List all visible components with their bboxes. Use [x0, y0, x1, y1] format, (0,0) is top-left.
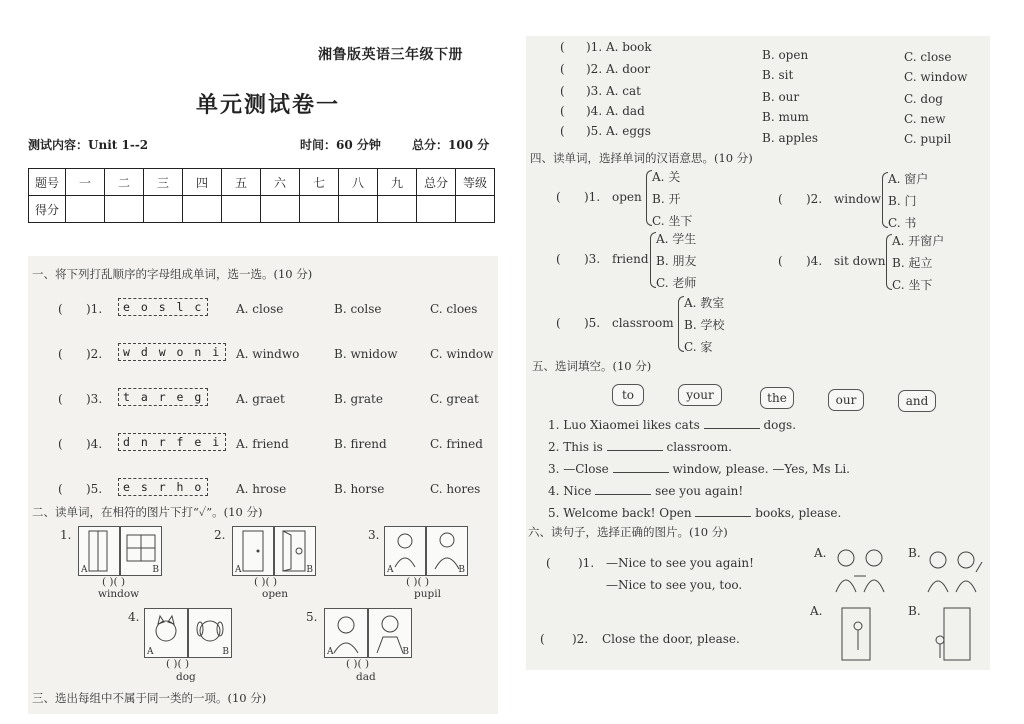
open-door-child-icon [930, 606, 974, 662]
option-a[interactable]: A. 关 [652, 170, 681, 184]
target-word: sit down [834, 254, 886, 268]
option-b[interactable]: B. our [762, 90, 800, 104]
textbook-series: 湘鲁版英语三年级下册 [318, 47, 463, 63]
score-input-cell[interactable] [456, 196, 495, 223]
answer-bracket[interactable]: ( [560, 84, 565, 98]
sentence-after: dogs. [763, 418, 797, 432]
score-input-cell[interactable] [300, 196, 339, 223]
answer-bracket[interactable]: ( [556, 316, 561, 330]
table-cell: 一 [66, 169, 105, 196]
sentence-before: Nice [563, 484, 592, 498]
option-b[interactable]: B. mum [762, 110, 809, 124]
option-a[interactable]: )3. A. cat [586, 84, 641, 98]
option-a[interactable]: )5. A. eggs [586, 124, 651, 138]
option-b[interactable]: B. apples [762, 131, 819, 145]
option-c[interactable]: C. great [430, 392, 479, 406]
question-number: 1. [60, 528, 72, 542]
test-content [28, 136, 148, 153]
answer-marks[interactable]: ( )( ) [166, 658, 190, 670]
fill-sentence [548, 418, 796, 432]
option-c[interactable]: C. close [904, 50, 952, 64]
question-number: )5. [86, 482, 103, 496]
question-number: 5. [548, 506, 560, 520]
sentence-after: classroom. [666, 440, 732, 454]
question-number: )4. [86, 437, 103, 451]
teacher-picture[interactable] [426, 526, 468, 576]
option-b[interactable]: B. 开 [652, 192, 681, 206]
sentence-before: Luo Xiaomei likes cats [563, 418, 700, 432]
picture-label-a: A [387, 565, 394, 575]
option-c[interactable]: C. 坐下 [892, 278, 933, 292]
door-with-child-icon [838, 606, 878, 662]
answer-bracket[interactable]: ( [560, 40, 565, 54]
question-number: 3. [548, 462, 560, 476]
table-cell: 四 [183, 169, 222, 196]
answer-bracket[interactable]: ( [58, 482, 63, 496]
answer-bracket[interactable]: ( [58, 437, 63, 451]
scrambled-letters: d n r f e i [118, 433, 226, 451]
picture-label-a: A. [810, 604, 823, 618]
answer-bracket[interactable]: ( [58, 302, 63, 316]
target-word: window [98, 588, 140, 600]
child-picture[interactable] [384, 526, 426, 576]
table-cell: 三 [144, 169, 183, 196]
answer-bracket[interactable]: ( [560, 104, 565, 118]
door-picture-a[interactable] [838, 606, 878, 662]
option-c[interactable]: C. 家 [684, 340, 713, 354]
target-word: dad [356, 671, 376, 683]
question-number: 1. [548, 418, 560, 432]
option-c[interactable]: C. hores [430, 482, 481, 496]
answer-bracket[interactable]: ( [540, 632, 545, 646]
answer-bracket[interactable]: ( [560, 62, 565, 76]
closed-door-picture[interactable] [232, 526, 274, 576]
option-a[interactable]: A. 学生 [656, 232, 697, 246]
picture-label-b: B. [908, 604, 921, 618]
page-title: 单元测试卷一 [196, 92, 341, 118]
section-1-title: 一、将下列打乱顺序的字母组成单词，选一选。(10 分) [32, 267, 313, 281]
question-number: )2. [806, 192, 823, 206]
target-word: window [834, 192, 882, 206]
score-input-cell[interactable] [144, 196, 183, 223]
question-number: )4. [806, 254, 823, 268]
answer-marks[interactable]: ( )( ) [254, 576, 278, 588]
fill-sentence [548, 506, 841, 520]
dad-picture[interactable] [368, 608, 412, 658]
option-b[interactable]: B. 朋友 [656, 254, 697, 268]
answer-blank[interactable] [613, 472, 669, 473]
option-c[interactable]: C. new [904, 112, 946, 126]
score-input-cell[interactable] [261, 196, 300, 223]
test-content-value: Unit 1--2 [88, 138, 149, 152]
option-b[interactable]: B. firend [334, 437, 387, 451]
fill-sentence [548, 484, 743, 498]
option-a[interactable]: A. graet [236, 392, 285, 406]
option-a[interactable]: A. windwo [236, 347, 300, 361]
question-number: )1. [86, 302, 103, 316]
door-picture[interactable] [78, 526, 120, 576]
scrambled-letters: e s r h o [118, 478, 208, 496]
greeting-picture-a[interactable] [826, 546, 898, 598]
option-c[interactable]: C. pupil [904, 132, 952, 146]
answer-blank[interactable] [695, 516, 751, 517]
option-a[interactable]: A. hrose [236, 482, 287, 496]
word-option-to[interactable]: to [612, 384, 644, 406]
test-content-label: 测试内容： [28, 138, 89, 152]
score-input-cell[interactable] [105, 196, 144, 223]
option-a[interactable]: A. 开窗户 [892, 234, 945, 248]
picture-label-b: B. [908, 546, 921, 560]
option-b[interactable]: B. 起立 [892, 256, 933, 270]
option-a[interactable]: A. 教室 [684, 296, 725, 310]
sentence-before: Welcome back! Open [563, 506, 692, 520]
option-b[interactable]: B. grate [334, 392, 383, 406]
question-number: )3. [584, 252, 601, 266]
dog-picture[interactable] [188, 608, 232, 658]
table-cell: 八 [339, 169, 378, 196]
option-a[interactable]: )2. A. door [586, 62, 651, 76]
word-option-our[interactable]: our [828, 389, 864, 411]
picture-label-a: A [235, 565, 242, 575]
option-b[interactable]: B. sit [762, 68, 794, 82]
question-number: 4. [548, 484, 560, 498]
answer-marks[interactable]: ( )( ) [102, 576, 126, 588]
sentence-before: —Close [563, 462, 609, 476]
question-number: 5. [306, 610, 318, 624]
sentence-after: see you again! [655, 484, 744, 498]
question-number: )2. [86, 347, 103, 361]
scrambled-letters: w d w o n i [118, 343, 226, 361]
door-picture-b[interactable] [930, 606, 974, 662]
target-word: friend [612, 252, 649, 266]
target-word: open [612, 190, 642, 204]
option-c[interactable]: C. 老师 [656, 276, 697, 290]
word-option-the[interactable]: the [760, 387, 794, 409]
section-3-title: 三、选出每组中不属于同一类的一项。(10 分) [32, 691, 267, 705]
answer-bracket[interactable]: ( [778, 192, 783, 206]
target-word: classroom [612, 316, 674, 330]
question-number: )2. [572, 632, 589, 646]
option-c[interactable]: C. window [904, 70, 968, 84]
fill-sentence [548, 440, 732, 454]
option-a[interactable]: A. 窗户 [888, 172, 929, 186]
answer-bracket[interactable]: ( [556, 190, 561, 204]
dialogue-line: —Nice to see you again! [606, 556, 754, 570]
section-2-title: 二、读单词，在相符的图片下打“✓”。(10 分) [32, 505, 263, 519]
sentence-before: This is [563, 440, 603, 454]
score-input-cell[interactable] [183, 196, 222, 223]
answer-blank[interactable] [595, 494, 651, 495]
sentence-after: window, please. —Yes, Ms Li. [672, 462, 850, 476]
option-a[interactable]: A. friend [236, 437, 289, 451]
answer-bracket[interactable]: ( [58, 392, 63, 406]
answer-blank[interactable] [607, 450, 663, 451]
table-cell: 总分 [417, 169, 456, 196]
answer-marks[interactable]: ( )( ) [406, 576, 430, 588]
fill-sentence [548, 462, 850, 476]
mum-picture[interactable] [324, 608, 368, 658]
two-children-icon [826, 546, 898, 598]
picture-label-a: A [81, 565, 88, 575]
section-6-title: 六、读句子，选择正确的图片。(10 分) [528, 525, 728, 539]
cat-picture[interactable] [144, 608, 188, 658]
option-c[interactable]: C. window [430, 347, 494, 361]
score-input-cell[interactable] [378, 196, 417, 223]
option-a[interactable]: )4. A. dad [586, 104, 645, 118]
score-table-header-row [29, 169, 495, 196]
question-number: 2. [214, 528, 226, 542]
option-b[interactable]: B. 学校 [684, 318, 725, 332]
picture-label-b: B [306, 565, 313, 575]
question-number: 3. [368, 528, 380, 542]
window-picture[interactable] [120, 526, 162, 576]
question-number: )5. [584, 316, 601, 330]
section-5-title: 五、选词填空。(10 分) [532, 359, 652, 373]
total-score: 总分：100 分 [412, 138, 490, 152]
table-cell: 二 [105, 169, 144, 196]
waving-children-icon [920, 546, 986, 598]
score-input-cell[interactable] [417, 196, 456, 223]
option-b[interactable]: B. 门 [888, 194, 917, 208]
answer-bracket[interactable]: ( [556, 252, 561, 266]
table-cell: 得分 [29, 196, 66, 223]
question-number: 2. [548, 440, 560, 454]
word-option-and[interactable]: and [898, 390, 936, 412]
picture-label-a: A. [814, 546, 827, 560]
greeting-picture-b[interactable] [920, 546, 986, 598]
table-cell: 九 [378, 169, 417, 196]
scrambled-letters: t a r e g [118, 388, 208, 406]
table-cell: 等级 [456, 169, 495, 196]
option-c[interactable]: C. 坐下 [652, 214, 693, 228]
score-input-cell[interactable] [339, 196, 378, 223]
answer-bracket[interactable]: ( [778, 254, 783, 268]
score-input-cell[interactable] [66, 196, 105, 223]
picture-label-b: B [222, 647, 229, 657]
picture-label-b: B [458, 565, 465, 575]
word-option-your[interactable]: your [678, 384, 722, 406]
score-input-cell[interactable] [222, 196, 261, 223]
target-word: dog [176, 671, 196, 683]
table-cell: 六 [261, 169, 300, 196]
dialogue-line: —Nice to see you, too. [606, 578, 743, 592]
question-number: )1. [584, 190, 601, 204]
answer-bracket[interactable]: ( [560, 124, 565, 138]
question-number: )3. [86, 392, 103, 406]
option-b[interactable]: B. wnidow [334, 347, 398, 361]
table-cell: 题号 [29, 169, 66, 196]
option-b[interactable]: B. horse [334, 482, 385, 496]
picture-label-b: B [152, 565, 159, 575]
section-4-title: 四、读单词，选择单词的汉语意思。(10 分) [530, 151, 753, 165]
instruction-line: Close the door, please. [602, 632, 740, 646]
answer-bracket[interactable]: ( [546, 556, 551, 570]
score-table-score-row [29, 196, 495, 223]
target-word: pupil [414, 588, 441, 600]
option-c[interactable]: C. 书 [888, 216, 917, 230]
table-cell: 五 [222, 169, 261, 196]
target-word: open [262, 588, 289, 600]
score-table [28, 168, 495, 223]
picture-label-b: B [402, 647, 409, 657]
option-c[interactable]: C. cloes [430, 302, 478, 316]
option-a[interactable]: )1. A. book [586, 40, 652, 54]
sentence-after: books, please. [755, 506, 842, 520]
answer-bracket[interactable]: ( [58, 347, 63, 361]
answer-blank[interactable] [704, 428, 760, 429]
option-b[interactable]: B. colse [334, 302, 382, 316]
option-c[interactable]: C. frined [430, 437, 483, 451]
picture-label-a: A [147, 647, 154, 657]
option-c[interactable]: C. dog [904, 92, 943, 106]
time-limit: 时间：60 分钟 [300, 138, 381, 152]
picture-label-a: A [327, 647, 334, 657]
open-door-picture[interactable] [274, 526, 316, 576]
scrambled-letters: e o s l c [118, 298, 208, 316]
table-cell: 七 [300, 169, 339, 196]
option-a[interactable]: A. close [236, 302, 284, 316]
answer-marks[interactable]: ( )( ) [346, 658, 370, 670]
option-b[interactable]: B. open [762, 48, 809, 62]
question-number: )1. [578, 556, 595, 570]
question-number: 4. [128, 610, 140, 624]
